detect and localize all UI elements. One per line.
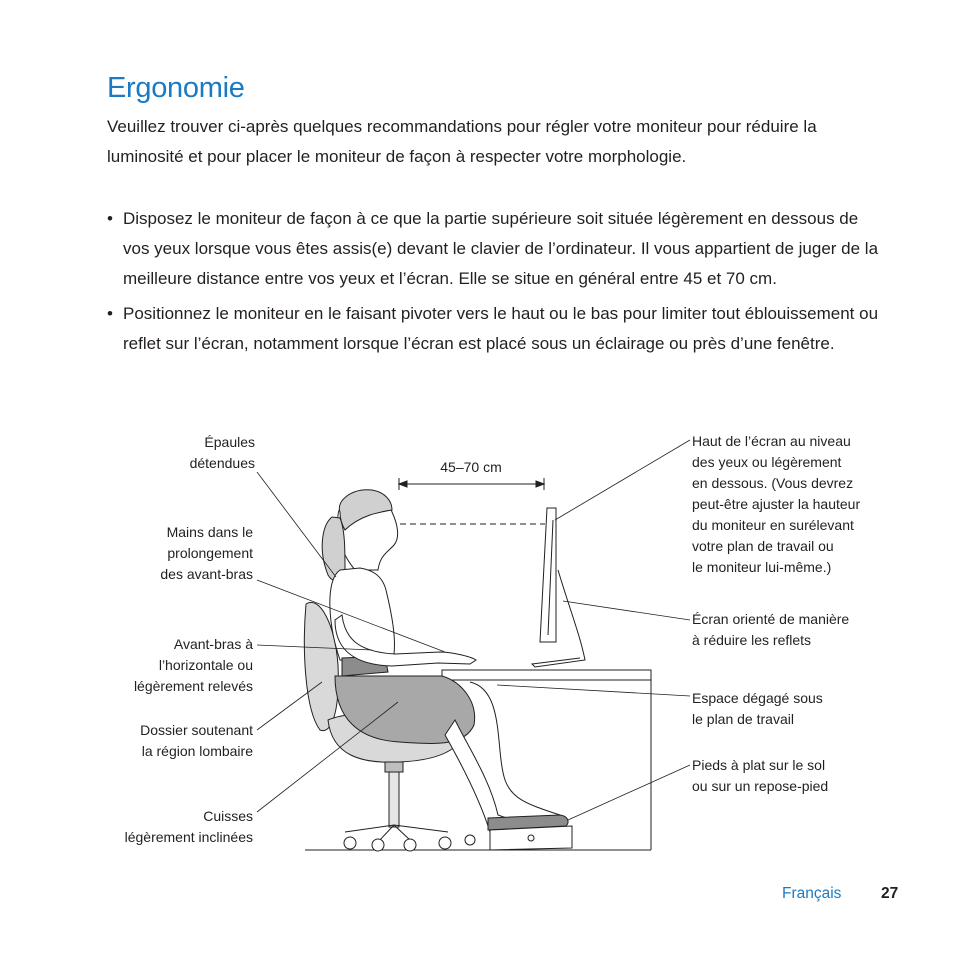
bullet-symbol: • [107,209,113,228]
label-feet: Pieds à plat sur le sol ou sur un repose-pied [692,757,829,794]
bullet-text-2: Positionnez le moniteur en le faisant pivoter vers le haut ou le bas pour limiter tout éblouissement ou reflet sur l’écran, notamment lorsque l’écran est placé sous un éclairage ou près d’une fenêtre. [123,304,879,353]
bullet-item-2 [107,299,887,359]
intro-paragraph [107,112,847,171]
bullet-text-1: Disposez le moniteur de façon à ce que la partie supérieure soit située légèrement en dessous de vos yeux lorsque vous êtes assis(e) devant le clavier de l’ordinateur. Il vous appartient de juger de la meilleure distance entre vos yeux et l’écran. Elle se situe en général entre 45 et 70 cm. [123,209,879,288]
distance-arrow [399,478,544,490]
label-lumbar: Dossier soutenant la région lombaire [140,722,253,759]
label-thighs: Cuisses légèrement inclinées [124,808,253,845]
label-screen-angle: Écran orienté de manière à réduire les reflets [692,611,850,648]
page-number: 27 [881,885,899,902]
label-screen-top: Haut de l’écran au niveau des yeux ou légèrement en dessous. (Vous devrez peut-être ajuster la hauteur du moniteur en surélevant votre plan de travail ou le moniteur lui-même.) [692,433,861,575]
distance-label: 45–70 cm [440,459,502,475]
monitor [532,508,585,667]
label-shoulders: Épaules détendues [189,434,255,471]
page-title: Ergonomie [107,72,245,104]
label-forearms: Avant-bras à l’horizontale ou légèrement relevés [133,636,253,694]
intro-text: Veuillez trouver ci-après quelques recommandations pour régler votre moniteur pour réduire la luminosité et pour placer le moniteur de façon à respecter votre morphologie. [107,117,817,166]
footer-language: Français [782,885,842,902]
ergonomics-figure [0,420,954,860]
bullet-symbol: • [107,304,113,323]
bullet-list [107,204,887,364]
bullet-item-1 [107,204,887,294]
label-clearance: Espace dégagé sous le plan de travail [692,690,823,727]
label-hands: Mains dans le prolongement des avant-bras [160,524,253,582]
